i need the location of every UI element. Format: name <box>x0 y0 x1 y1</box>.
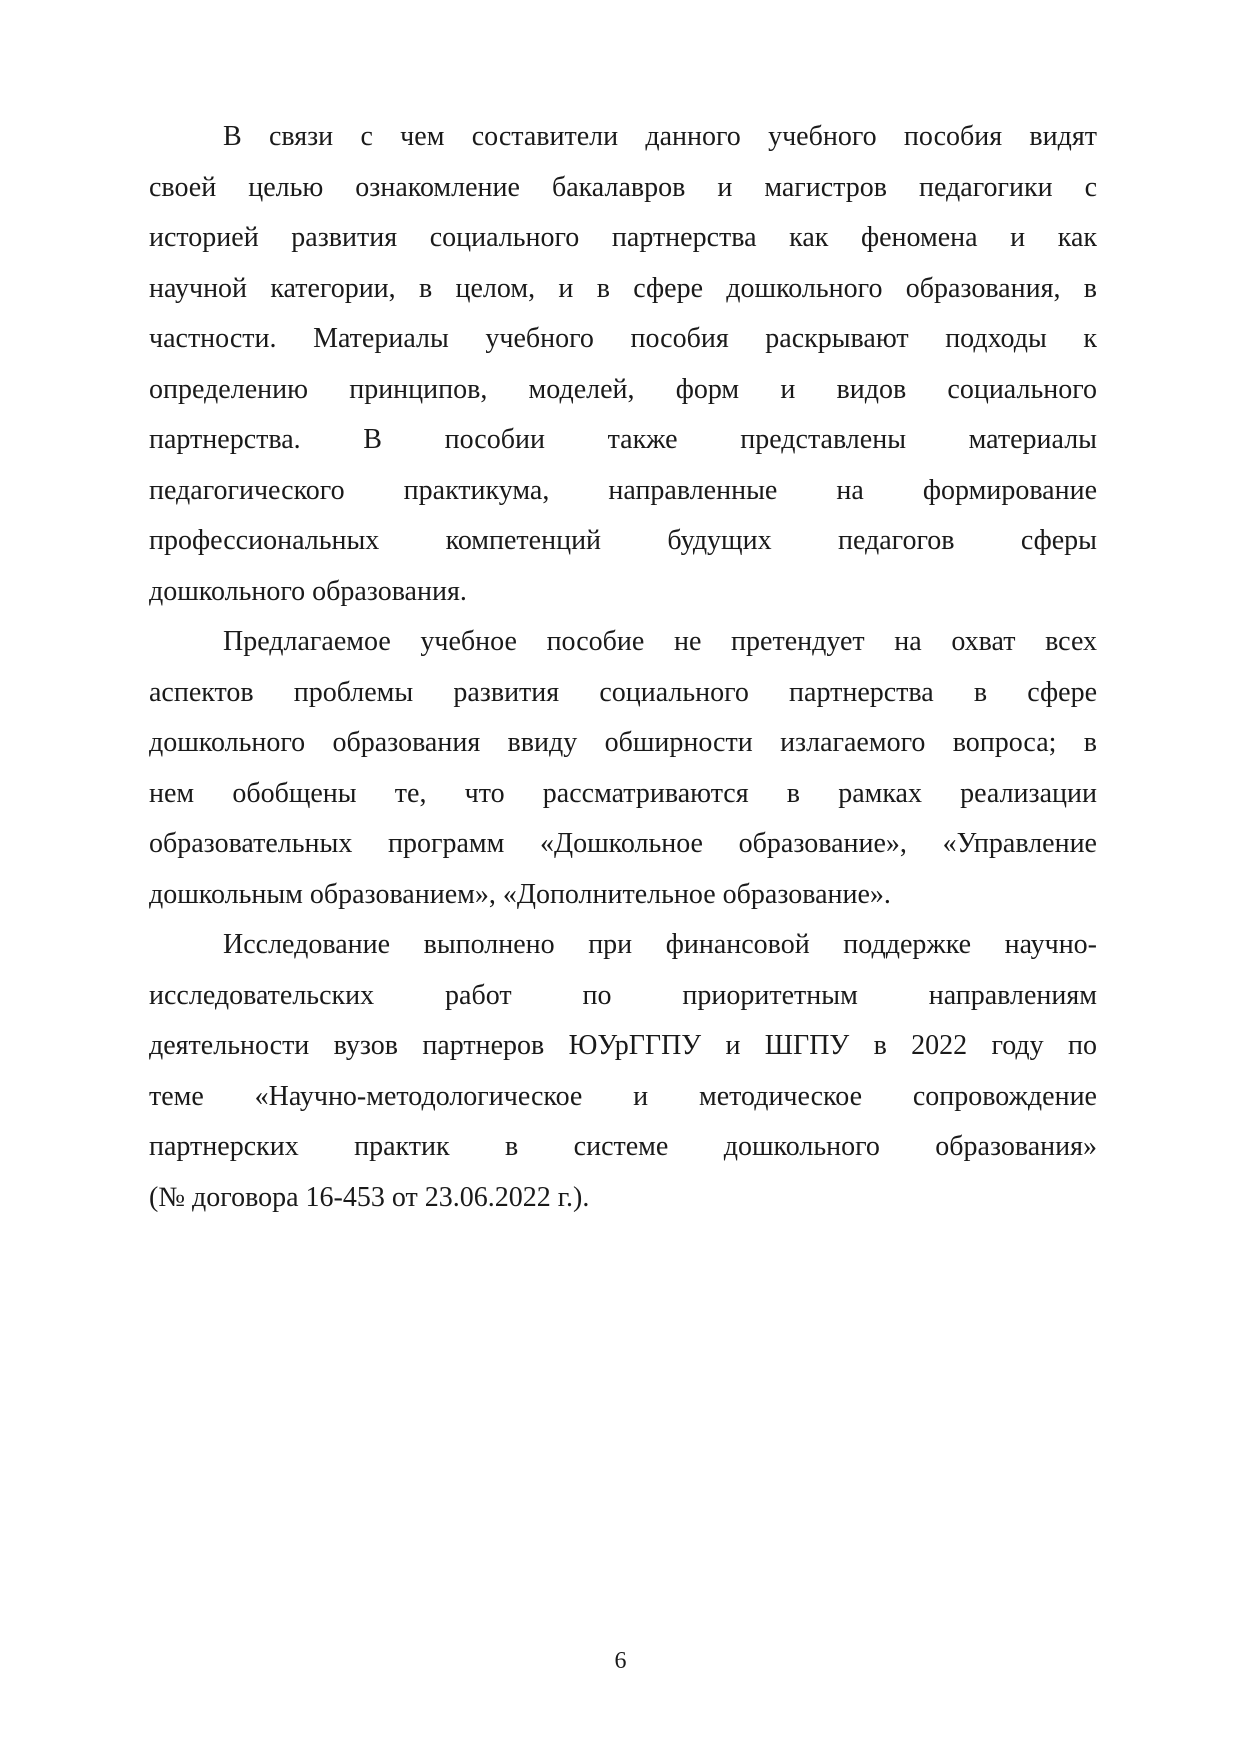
text-line: партнерских практик в системе дошкольного образования» <box>149 1131 1097 1162</box>
text-line: дошкольным образованием», «Дополнительное образование». <box>149 878 891 910</box>
text-line: аспектов проблемы развития социального партнерства в сфере <box>149 676 1097 708</box>
text-line: своей целью ознакомление бакалавров и магистров педагогики с <box>149 171 1097 203</box>
text-line: теме «Научно-методологическое и методическое сопровождение <box>149 1080 1097 1112</box>
text-line: исследовательских работ по приоритетным направлениям <box>149 979 1097 1011</box>
text-line: (№ договора 16-453 от 23.06.2022 г.). <box>149 1181 590 1213</box>
paragraph-2 <box>149 617 1097 920</box>
text-line: партнерства. В пособии также представлены материалы <box>149 424 1097 455</box>
text-line: образовательных программ «Дошкольное образование», «Управление <box>149 828 1097 859</box>
paragraph-3 <box>149 920 1097 1223</box>
body-text <box>149 112 1097 1223</box>
text-line: В связи с чем составители данного учебного пособия видят <box>223 121 1097 152</box>
text-line: дошкольного образования ввиду обширности излагаемого вопроса; в <box>149 727 1097 758</box>
paragraph-1 <box>149 112 1097 617</box>
text-line: определению принципов, моделей, форм и видов социального <box>149 373 1097 405</box>
text-line: деятельности вузов партнеров ЮУрГГПУ и ШГПУ в 2022 году по <box>149 1030 1097 1061</box>
text-line: профессиональных компетенций будущих педагогов сферы <box>149 525 1097 556</box>
text-line: частности. Материалы учебного пособия раскрывают подходы к <box>149 323 1097 354</box>
text-line: нем обобщены те, что рассматриваются в рамках реализации <box>149 777 1097 809</box>
text-line: Предлагаемое учебное пособие не претендует на охват всех <box>223 626 1097 657</box>
text-line: педагогического практикума, направленные на формирование <box>149 474 1097 506</box>
text-line: Исследование выполнено при финансовой поддержке научно- <box>223 929 1097 960</box>
text-line: историей развития социального партнерства как феномена и как <box>149 222 1097 253</box>
text-line: дошкольного образования. <box>149 575 467 607</box>
text-line: научной категории, в целом, и в сфере дошкольного образования, в <box>149 272 1097 304</box>
page-number: 6 <box>614 1648 627 1674</box>
